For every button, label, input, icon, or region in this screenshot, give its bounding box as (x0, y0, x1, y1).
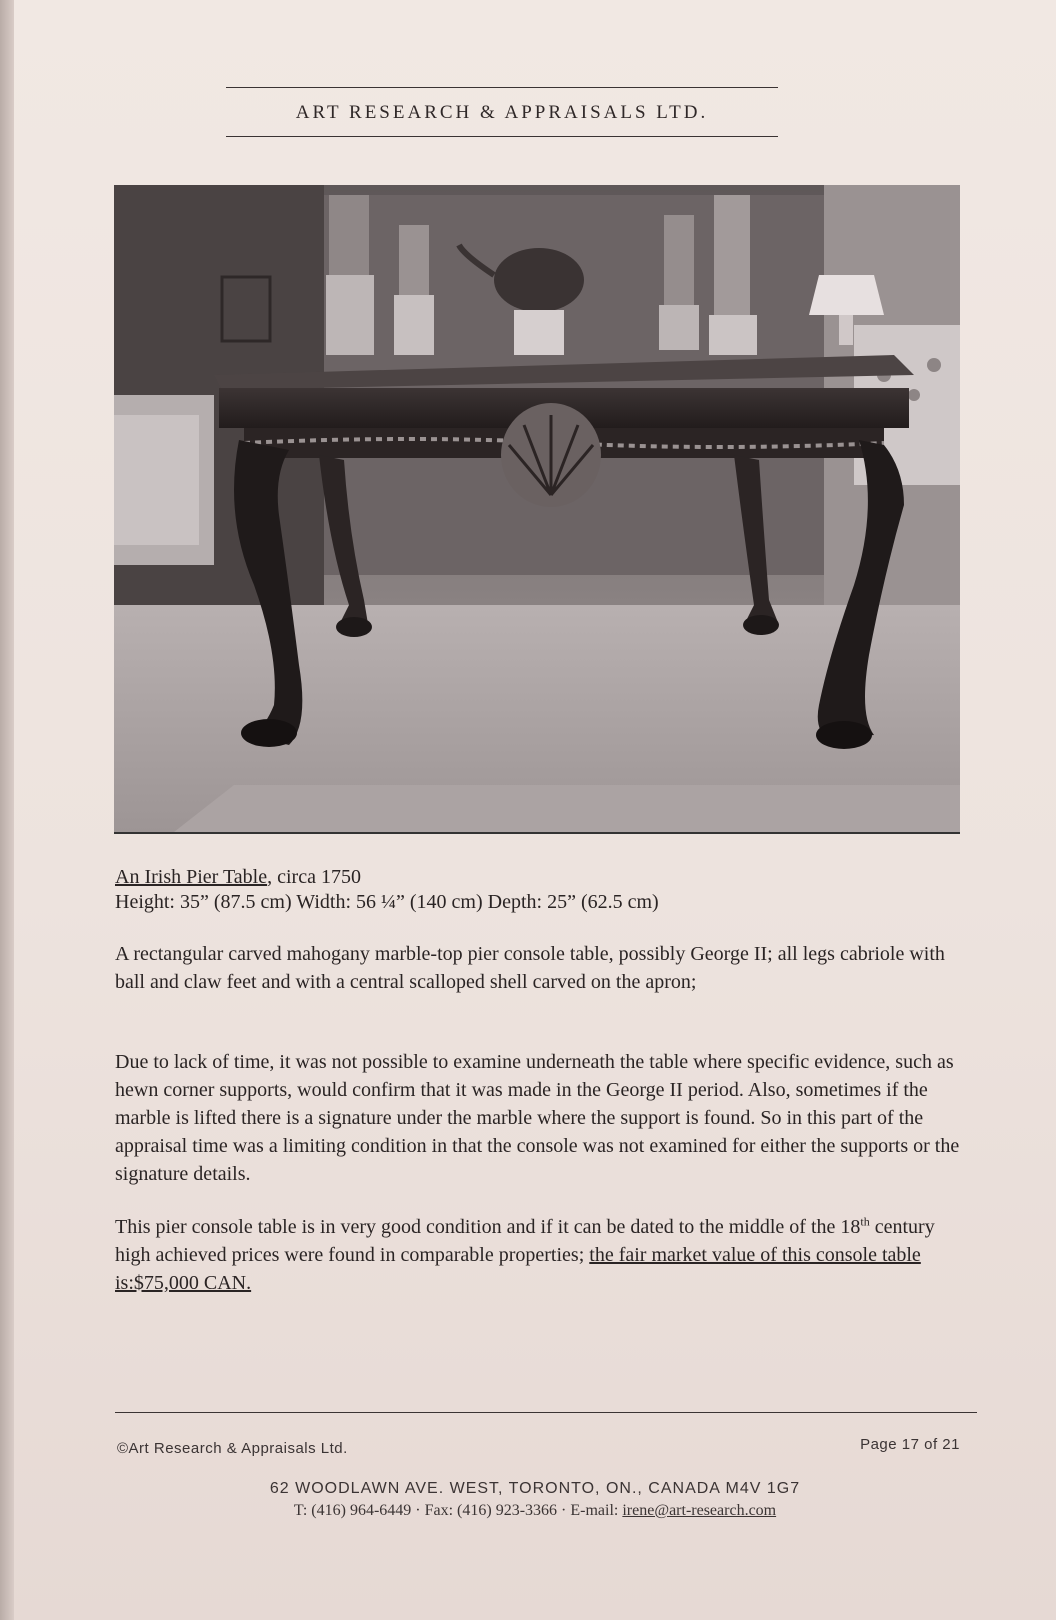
footer-rule (115, 1412, 977, 1413)
fair-market-value: the fair market value of this console table is:$75,000 CAN. (115, 1244, 921, 1294)
letterhead-title: ART RESEARCH & APPRAISALS LTD. (295, 102, 709, 123)
limiting-condition-paragraph: Due to lack of time, it was not possible to examine underneath the table where specific evidence, such as hewn corner supports, would confirm that it was made in the George II period. Also, sometimes if the marble is lifted there is a signature under the marble where the support is found. So in this part of the appraisal time was a limiting condition in that the console was not examined for either the supports or the signature details. (115, 1051, 960, 1185)
page-number: Page 17 of 21 (860, 1436, 960, 1453)
footer-contact (14, 1502, 1056, 1520)
footer-copyright: ©Art Research & Appraisals Ltd. (117, 1440, 348, 1457)
email-link[interactable]: irene@art-research.com (622, 1502, 777, 1519)
item-name: An Irish Pier Table (115, 866, 268, 888)
ordinal-superscript: th (860, 1214, 870, 1229)
valuation-text-start: This pier console table is in very good condition and if it can be dated to the middle of the 18 (115, 1216, 861, 1238)
item-title-line (115, 865, 995, 890)
description-paragraph: A rectangular carved mahogany marble-top pier console table, possibly George II; all legs cabriole with ball and claw feet and with a central scalloped shell carved on the apron; (115, 943, 945, 993)
valuation-paragraph (115, 1213, 960, 1297)
page-edge-shadow (0, 0, 14, 1620)
item-date: , circa 1750 (267, 866, 361, 888)
header-rule-top (226, 87, 778, 88)
header-rule-bottom (226, 136, 778, 137)
document-page (14, 0, 1056, 1620)
valuation-text-middle: century high achieved prices were found in comparable properties; (115, 1216, 935, 1266)
contact-phone-fax: T: (416) 964-6449 · Fax: (416) 923-3366 · E-mail: (293, 1502, 623, 1519)
footer-address: 62 WOODLAWN AVE. WEST, TORONTO, ON., CANADA M4V 1G7 (269, 1480, 801, 1497)
item-caption (115, 865, 995, 915)
item-dimensions: Height: 35” (87.5 cm) Width: 56 ¼” (140 cm) Depth: 25” (62.5 cm) (115, 891, 659, 913)
table-photograph (114, 185, 960, 834)
